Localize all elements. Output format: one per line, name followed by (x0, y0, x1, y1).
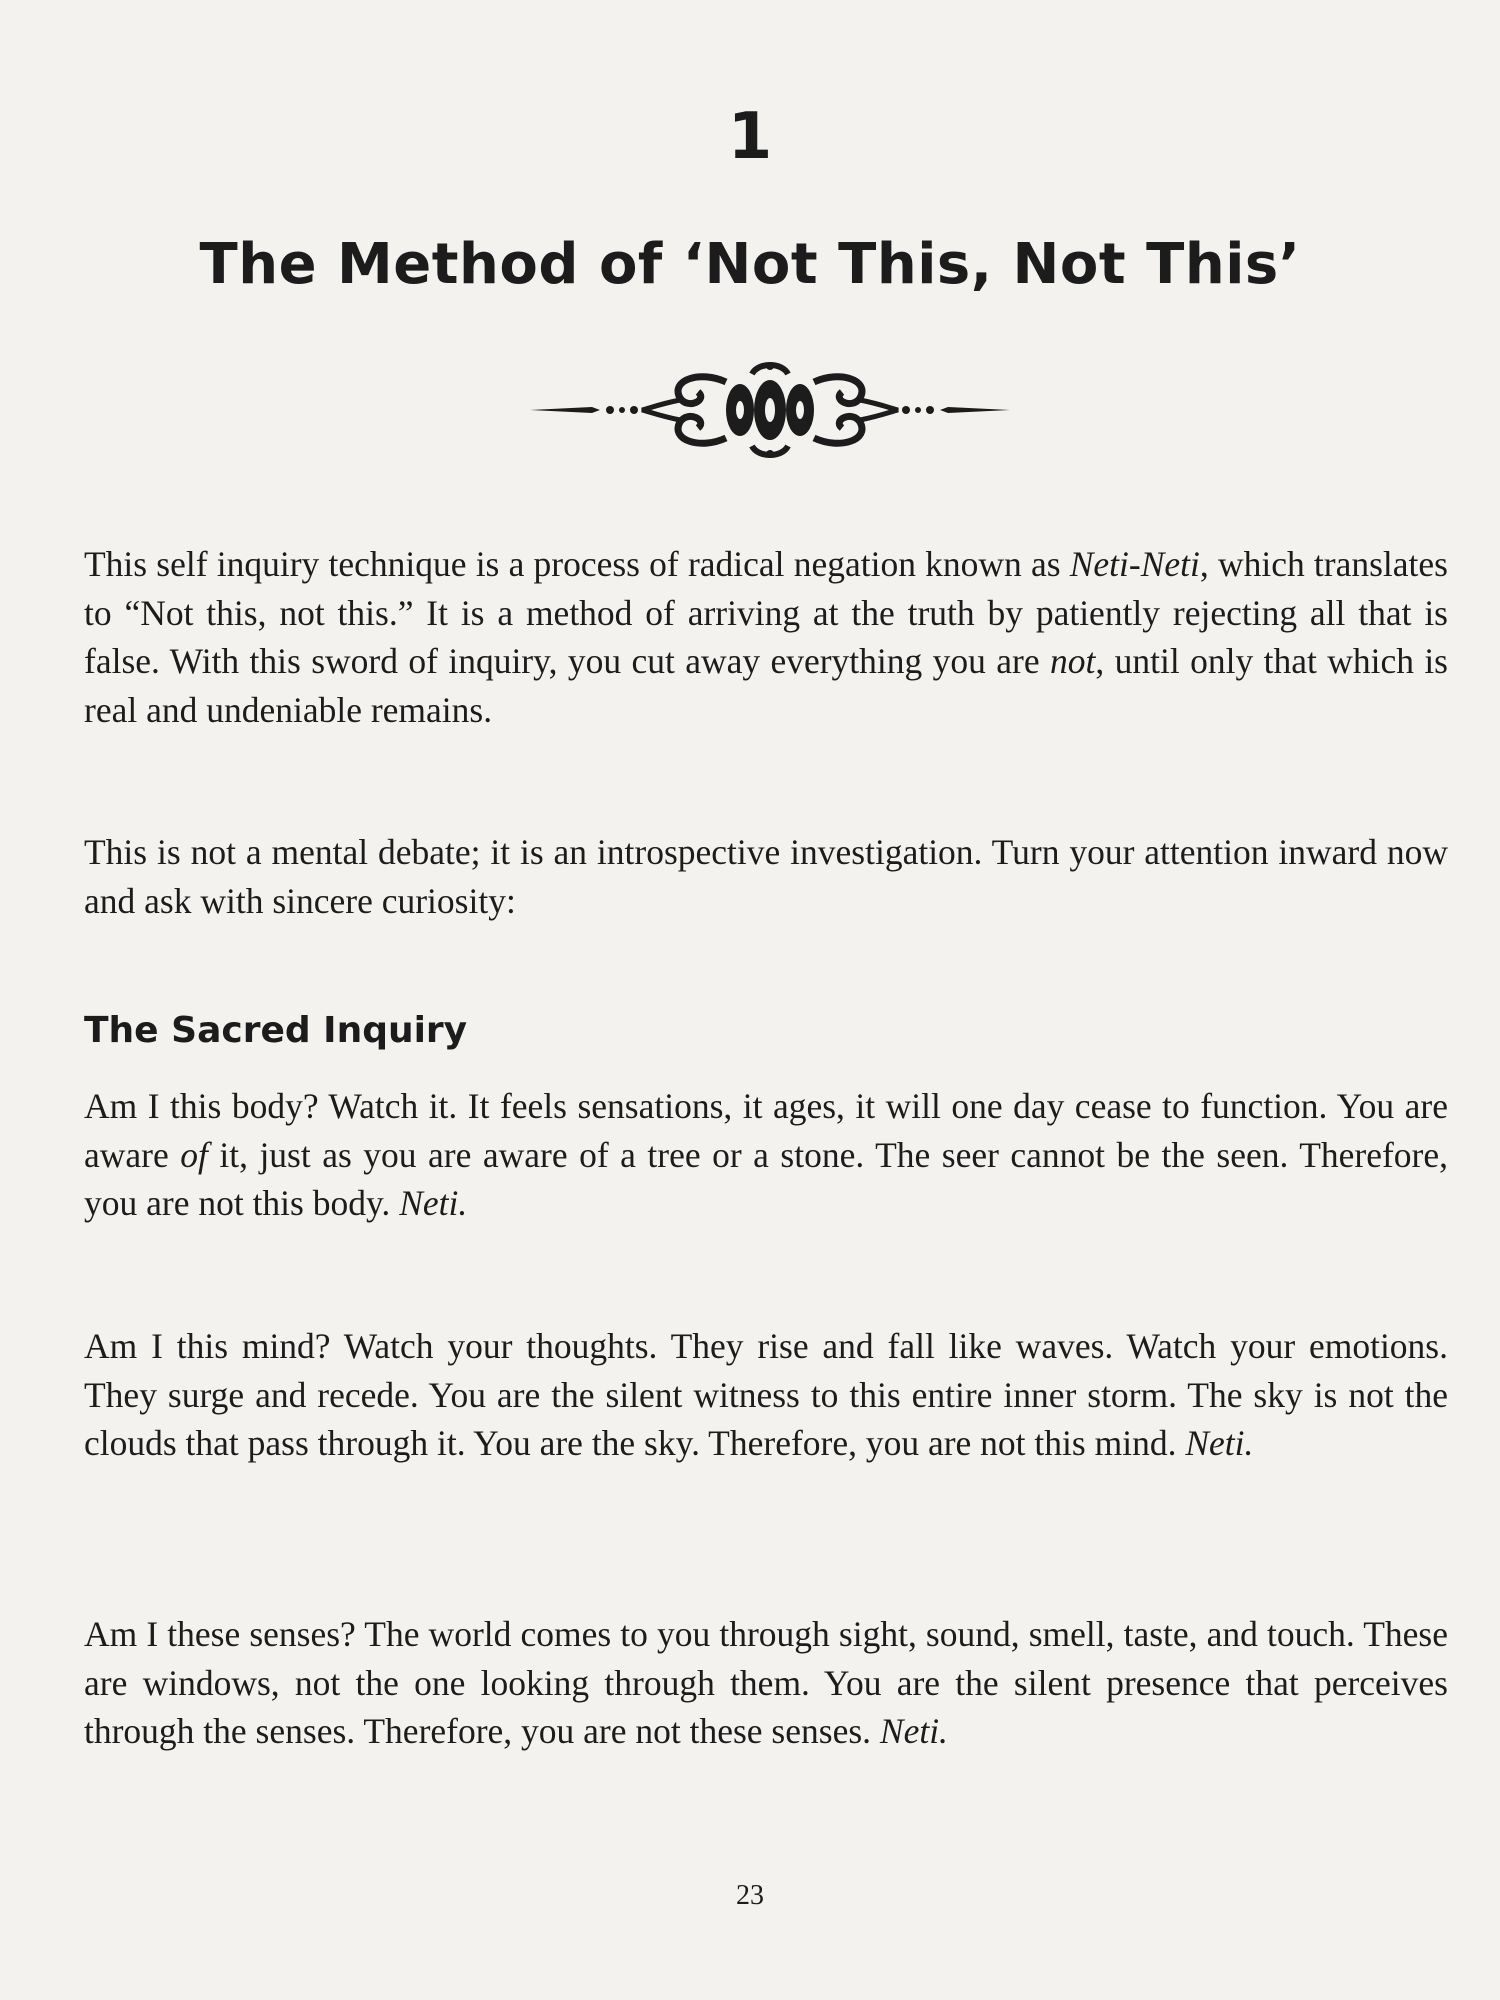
intro-paragraph-2: This is not a mental debate; it is an introspective investigation. Turn your attention inward now and ask with sincere curiosity: (84, 832, 1448, 921)
section-heading: The Sacred Inquiry (84, 1010, 468, 1051)
inquiry-paragraph-body: Am I this body? Watch it. It feels sensations, it ages, it will one day cease to function. You are aware of it, just as you are aware of a tree or a stone. The seer cannot be the seen. Therefore, you are not this body. Neti. (84, 1086, 1448, 1223)
chapter-number: 1 (727, 100, 773, 174)
intro-paragraph: This self inquiry technique is a process of radical negation known as Neti-Neti, which translates to “Not this, not this.” It is a method of arriving at the truth by patiently rejecting all that is false. With this sword of inquiry, you cut away everything you are not, until only that which is real and undeniable remains. (84, 544, 1448, 730)
chapter-title: The Method of ‘Not This, Not This’ (199, 232, 1301, 297)
fleuron-ornament-icon (530, 360, 1010, 460)
inquiry-paragraph-mind: Am I this mind? Watch your thoughts. They rise and fall like waves. Watch your emotions. They surge and recede. You are the silent witness to this entire inner storm. The sky is not the clouds that pass through it. You are the sky. Therefore, you are not this mind. Neti. (84, 1326, 1448, 1463)
inquiry-paragraph-senses: Am I these senses? The world comes to you through sight, sound, smell, taste, and touch. These are windows, not the one looking through them. You are the silent presence that perceives through the senses. Therefore, you are not these senses. Neti. (84, 1614, 1448, 1751)
page-number: 23 (736, 1880, 764, 1911)
